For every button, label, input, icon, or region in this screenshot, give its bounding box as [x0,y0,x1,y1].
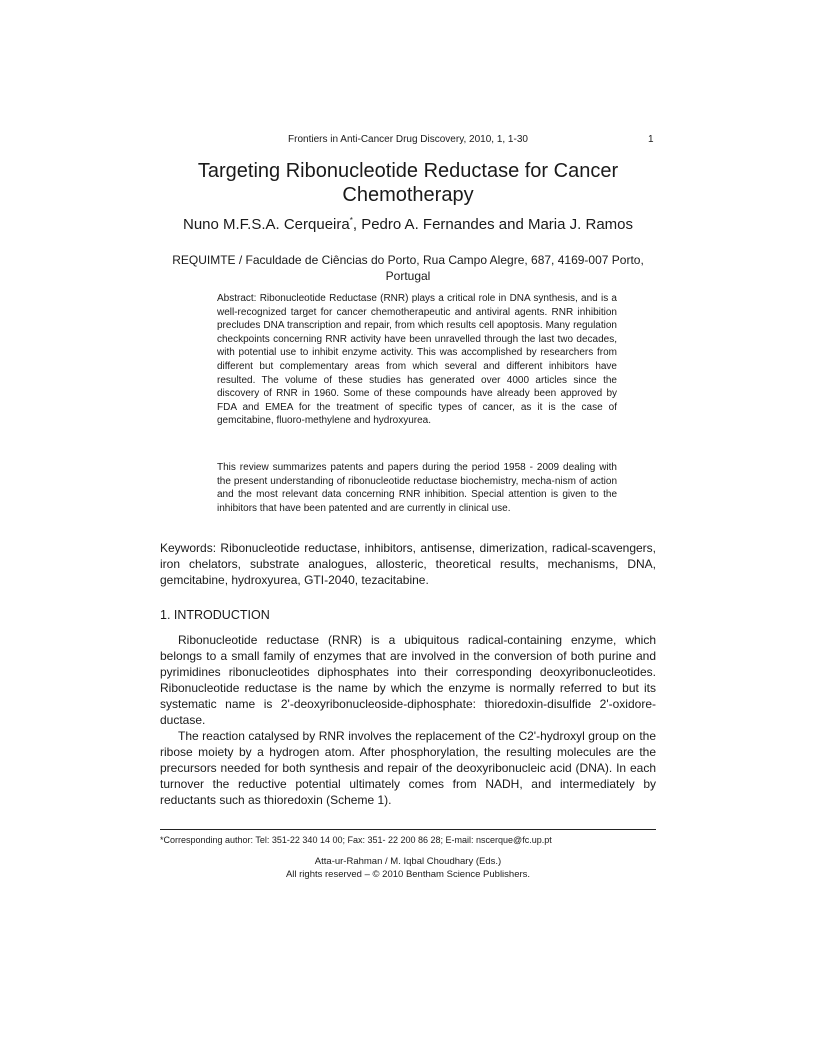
keywords [160,540,656,588]
keywords-label: Keywords: [160,541,217,555]
footer-rights: All rights reserved – © 2010 Bentham Science Publishers. [285,869,531,880]
abstract-paragraph-2: This review summarizes patents and papers during the period 1958 - 2009 dealing with the present understanding of ribonucleotide reductase biochemistry, mecha-nism of action and the most relevant data concerning RNR inhibition. Special attention is given to the inhibitors that have been patented and are currently in clinical use. [217,462,617,514]
affiliation: REQUIMTE / Faculdade de Ciências do Porto, Rua Campo Alegre, 687, 4169-007 Porto, Portugal [172,253,644,283]
body-paragraph: Ribonucleotide reductase (RNR) is a ubiquitous radical-containing enzyme, which belongs to a small family of enzymes that are involved in the conversion of both purine and pyrimidines ribonucleotides diphosphates into their corresponding deoxyribonucleotides. Ribonucleotide reductase is the name by which the enzyme is normally referred to but its systematic name is 2'-deoxyribonucleoside-diphosphate: thioredoxin-disulfide 2'-oxidore-ductase. [160,633,656,727]
abstract-label: Abstract: [217,293,257,304]
author-rest: , Pedro A. Fernandes and Maria J. Ramos [352,216,633,233]
keywords-text: Ribonucleotide reductase, inhibitors, antisense, dimerization, radical-scavengers, iron chelators, substrate analogues, allosteric, theoretical results, mechanisms, DNA, gemcitabine, hydroxyurea, GTI-2040, tezacitabine. [160,541,656,587]
authors [140,216,676,233]
journal-header: Frontiers in Anti-Cancer Drug Discovery, 2010, 1, 1-30 [288,134,528,145]
abstract-text-1: Ribonucleotide Reductase (RNR) plays a critical role in DNA synthesis, and is a well-recognized target for cancer chemotherapeutic and antiviral agents. RNR inhibition precludes DNA transcription and repair, from which results cell apoptosis. Many regulation checkpoints concerning RNR activity have been unravelled through the last two decades, with potential use to inhibit enzyme activity. This was accomplished by researchers from different but complementary areas from which several and different inhibitors have resulted. The volume of these studies has generated over 4000 articles since the discovery of RNR in 1960. Some of these compounds have already been approved by FDA and EMEA for the treatment of specific types of cancer, as it is the case of gemcitabine, fluoro-methylene and hydroxyurea. [217,293,617,427]
footnote-divider [160,829,656,830]
body-paragraph: The reaction catalysed by RNR involves the replacement of the C2'-hydroxyl group on the ribose moiety by a hydrogen atom. After phosphorylation, the resulting molecules are the precursors needed for both synthesis and repair of the deoxyribonucleic acid (DNA). In each turnover the reductive potential ultimately comes from NADH, and intermediately by reductants such as thioredoxin (Scheme 1). [160,729,656,807]
corresponding-footnote: *Corresponding author: Tel: 351-22 340 14 00; Fax: 351- 22 200 86 28; E-mail: nscerque@fc.up.pt [160,835,552,845]
section-heading: 1. INTRODUCTION [160,608,270,622]
corresponding-mark: * [349,216,353,225]
author-first: Nuno M.F.S.A. Cerqueira [182,216,350,233]
page-number: 1 [648,134,654,145]
footer-editors: Atta-ur-Rahman / M. Iqbal Choudhary (Eds.) [314,856,502,867]
paper-title: Targeting Ribonucleotide Reductase for Cancer Chemotherapy [197,160,619,206]
abstract-paragraph-1 [217,292,617,428]
